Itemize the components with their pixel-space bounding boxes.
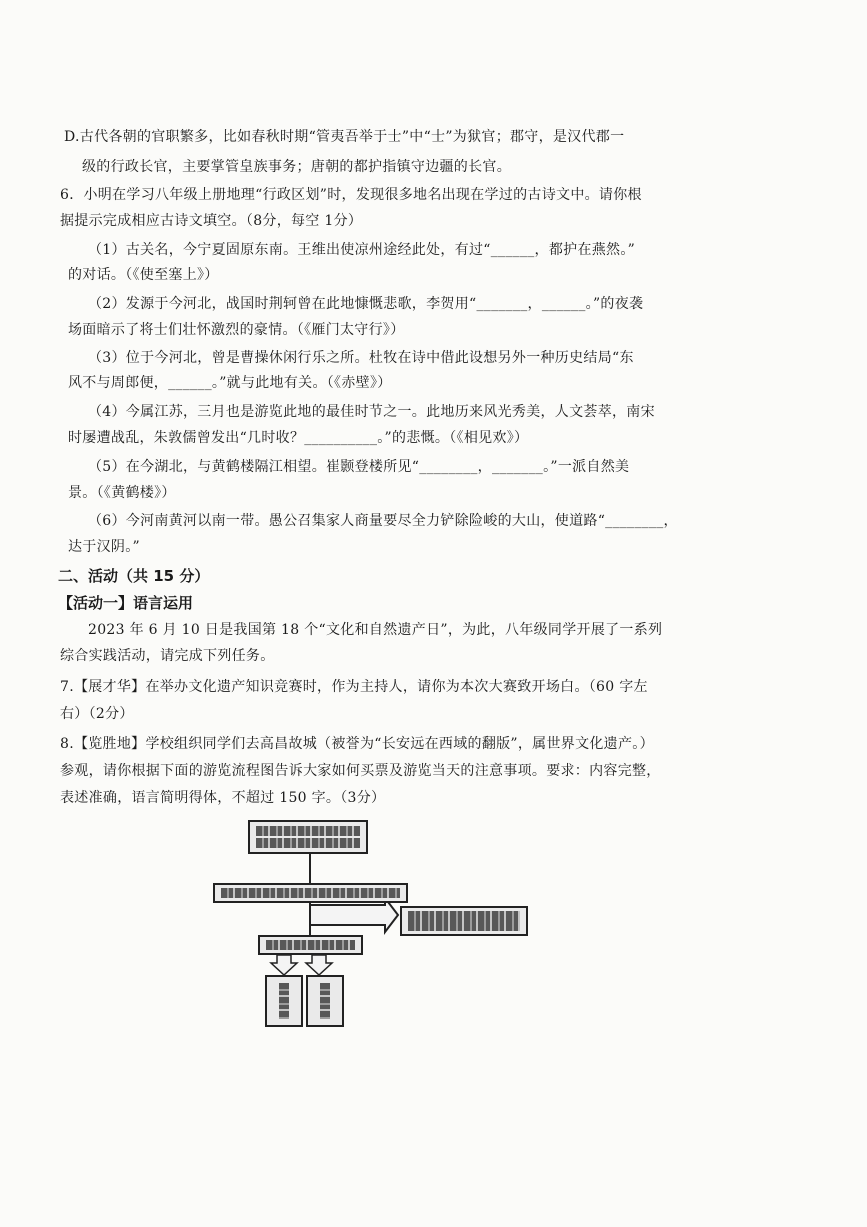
q6-item5-line2: 景。（《黄鹤楼》） (68, 485, 176, 501)
flowchart-box-side-text1 (408, 911, 520, 921)
flowchart-box-left (265, 975, 303, 1027)
question-7-line1: 7.【展才华】在举办文化遗产知识竞赛时，作为主持人，请你为本次大赛致开场白。（60 字左 (60, 679, 648, 695)
option-d-line2: 级的行政长官，主要掌管皇族事务；唐朝的都护指镇守边疆的长官。 (82, 159, 511, 175)
flowchart-box-depart (258, 935, 363, 955)
question-8-line2: 参观，请你根据下面的游览流程图告诉大家如何买票及游览当天的注意事项。要求：内容完整， (60, 763, 661, 779)
flowchart-box-side (400, 906, 528, 936)
activity-intro-line1: 2023 年 6 月 10 日是我国第 18 个“文化和自然遗产日”，为此，八年级同学开展了一系列 (88, 622, 663, 638)
flowchart-box-start-text1 (256, 826, 360, 836)
q6-item1-line1: （1）古关名，今宁夏固原东南。王维出使凉州途经此处，有过“______，都护在燕然。” (88, 242, 636, 258)
q6-item3-line2: 风不与周郎便，______。”就与此地有关。（《赤壁》） (68, 375, 392, 391)
q6-item6-line1: （6）今河南黄河以南一带。愚公召集家人商量要尽全力铲除险峻的大山，使道路“________， (88, 513, 678, 529)
flowchart-box-ticket (213, 883, 408, 903)
question-8-line1: 8.【览胜地】学校组织同学们去高昌故城（被誉为“长安远在西域的翻版”，属世界文化遗产。） (60, 736, 654, 752)
activity-intro-line2: 综合实践活动，请完成下列任务。 (60, 648, 275, 664)
flowchart-box-start-text2 (256, 838, 360, 848)
flowchart-box-start (248, 820, 368, 854)
question-7-line2: 右）（2分） (60, 706, 134, 722)
question-6-line2: 据提示完成相应古诗文填空。（8分，每空 1分） (60, 213, 363, 229)
q6-item2-line1: （2）发源于今河北，战国时荆轲曾在此地慷慨悲歌，李贺用“_______，______。”的夜袭 (88, 296, 644, 312)
flowchart-box-side-text2 (408, 921, 520, 931)
q6-item1-line2: 的对话。（《使至塞上》） (68, 267, 219, 283)
q6-item4-line1: （4）今属江苏，三月也是游览此地的最佳时节之一。此地历来风光秀美，人文荟萃，南宋 (88, 404, 655, 420)
flowchart-box-ticket-text (221, 888, 400, 898)
option-d-line1: D.古代各朝的官职繁多，比如春秋时期“管夷吾举于士”中“士”为狱官；郡守，是汉代郡一 (64, 129, 625, 145)
q6-item5-line1: （5）在今湖北，与黄鹤楼隔江相望。崔颢登楼所见“________，_______。”一派自然美 (88, 459, 630, 475)
q6-item2-line2: 场面暗示了将士们壮怀激烈的豪情。（《雁门太守行》） (68, 322, 405, 338)
flowchart-box-depart-text (266, 940, 355, 950)
flowchart-box-right-text (320, 983, 330, 1019)
flowchart-box-right (306, 975, 344, 1027)
section-2-title: 二、活动（共 15 分） (58, 567, 210, 585)
activity-1-title: 【活动一】语言运用 (58, 594, 194, 612)
q6-item4-line2: 时屡遭战乱，朱敦儒曾发出“几时收？__________。”的悲慨。（《相见欢》） (68, 430, 529, 446)
question-8-line3: 表述准确，语言简明得体，不超过 150 字。（3分） (60, 790, 386, 806)
flowchart-box-left-text (279, 983, 289, 1019)
q6-item6-line2: 达于汉阴。” (68, 539, 140, 555)
q6-item3-line1: （3）位于今河北，曾是曹操休闲行乐之所。杜牧在诗中借此设想另外一种历史结局“东 (88, 350, 634, 366)
question-6-line1: 6．小明在学习八年级上册地理“行政区划”时，发现很多地名出现在学过的古诗文中。请你根 (60, 187, 642, 203)
